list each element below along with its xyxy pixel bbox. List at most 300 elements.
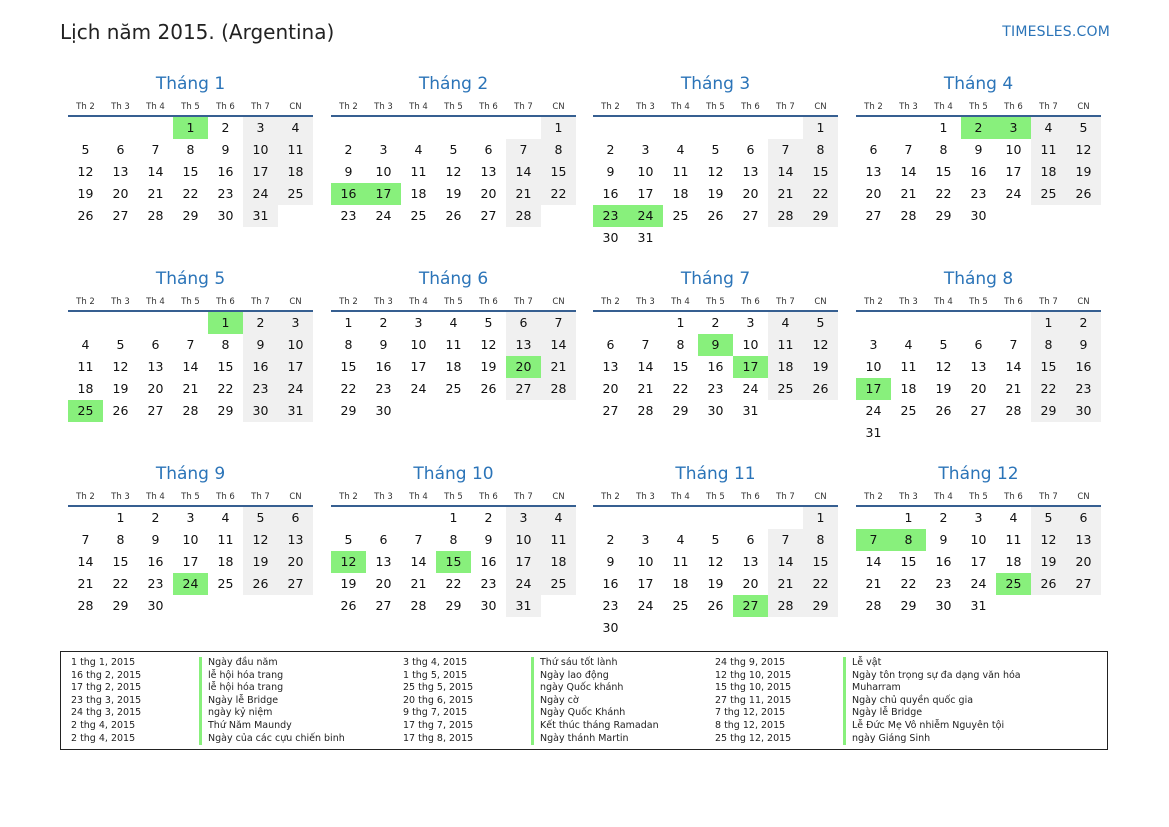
holiday-name: Ngày tôn trọng sự đa dạng văn hóa	[843, 670, 1021, 683]
holiday-day-cell: 16	[331, 183, 366, 205]
month-calendar	[856, 268, 1101, 444]
day-cell: 16	[147, 554, 164, 569]
day-cell: 24	[865, 403, 882, 418]
day-cell: 23	[707, 381, 724, 396]
day-grid	[68, 312, 313, 422]
weekday-label: Th 5	[444, 297, 463, 307]
day-cell: 14	[1005, 359, 1022, 374]
month-calendar	[856, 463, 1101, 617]
empty-cell	[891, 312, 926, 334]
weekday-label: Th 4	[934, 297, 953, 307]
weekend-day-cell: 6	[1066, 507, 1101, 529]
empty-cell	[926, 312, 961, 334]
day-cell: 25	[672, 208, 689, 223]
weekday-label: Th 5	[706, 102, 725, 112]
month-calendar	[68, 463, 313, 617]
day-cell: 7	[81, 532, 90, 547]
weekend-day-cell: 31	[506, 595, 541, 617]
holiday-day-cell: 24	[628, 205, 663, 227]
day-cell: 24	[970, 576, 987, 591]
weekend-day-cell: 29	[1031, 400, 1066, 422]
day-cell: 2	[606, 142, 615, 157]
day-grid	[856, 507, 1101, 617]
weekday-label: Th 6	[479, 297, 498, 307]
weekend-day-cell: 12	[803, 334, 838, 356]
day-cell: 30	[970, 208, 987, 223]
day-cell: 29	[445, 598, 462, 613]
legend-row	[715, 670, 1021, 683]
empty-cell	[103, 312, 138, 334]
day-cell: 23	[147, 576, 164, 591]
weekend-day-cell: 21	[768, 183, 803, 205]
weekday-label: Th 4	[146, 492, 165, 502]
day-cell: 12	[112, 359, 129, 374]
day-cell: 18	[672, 186, 689, 201]
day-cell: 18	[1005, 554, 1022, 569]
day-cell: 29	[182, 208, 199, 223]
weekday-label: Th 3	[899, 102, 918, 112]
day-cell: 7	[414, 532, 423, 547]
day-grid	[856, 312, 1101, 444]
weekday-label: Th 5	[706, 492, 725, 502]
weekday-label: CN	[1077, 492, 1090, 502]
day-cell: 22	[217, 381, 234, 396]
holiday-day-cell: 17	[856, 378, 891, 400]
day-cell: 11	[217, 532, 234, 547]
weekend-day-cell: 22	[1031, 378, 1066, 400]
day-cell: 8	[221, 337, 230, 352]
day-cell: 16	[935, 554, 952, 569]
holiday-date: 1 thg 5, 2015	[403, 669, 468, 681]
weekend-day-cell: 18	[541, 551, 576, 573]
day-grid	[331, 117, 576, 227]
day-cell: 7	[641, 337, 650, 352]
day-cell: 15	[112, 554, 129, 569]
day-cell: 27	[112, 208, 129, 223]
weekend-day-cell: 21	[768, 573, 803, 595]
weekend-day-cell: 4	[1031, 117, 1066, 139]
day-cell: 22	[935, 186, 952, 201]
weekend-day-cell: 25	[1031, 183, 1066, 205]
day-cell: 22	[900, 576, 917, 591]
day-cell: 9	[484, 532, 493, 547]
empty-cell	[401, 117, 436, 139]
weekend-day-cell: 14	[768, 161, 803, 183]
day-cell: 8	[186, 142, 195, 157]
empty-cell	[663, 507, 698, 529]
day-grid	[68, 117, 313, 227]
holiday-date: 12 thg 10, 2015	[715, 669, 792, 681]
weekday-label: Th 2	[864, 492, 883, 502]
empty-cell	[996, 312, 1031, 334]
legend-row	[71, 733, 345, 746]
day-cell: 30	[935, 598, 952, 613]
day-cell: 29	[217, 403, 234, 418]
day-cell: 11	[900, 359, 917, 374]
day-cell: 20	[375, 576, 392, 591]
holiday-date: 8 thg 12, 2015	[715, 719, 786, 731]
day-cell: 21	[900, 186, 917, 201]
weekend-day-cell: 24	[243, 183, 278, 205]
legend-row	[403, 670, 659, 683]
page-title: Lịch năm 2015. (Argentina)	[60, 20, 335, 44]
month-name: Tháng 5	[155, 269, 226, 289]
day-cell: 16	[602, 186, 619, 201]
weekday-label: Th 3	[899, 492, 918, 502]
weekday-label: Th 6	[216, 492, 235, 502]
weekend-day-cell: 30	[1066, 400, 1101, 422]
day-cell: 13	[147, 359, 164, 374]
weekday-label: Th 2	[76, 492, 95, 502]
day-cell: 28	[900, 208, 917, 223]
weekend-day-cell: 7	[768, 139, 803, 161]
empty-cell	[628, 117, 663, 139]
empty-cell	[663, 117, 698, 139]
month-name: Tháng 4	[943, 74, 1014, 94]
weekend-day-cell: 26	[1031, 573, 1066, 595]
weekend-day-cell: 28	[768, 595, 803, 617]
weekday-label: Th 4	[409, 492, 428, 502]
day-cell: 17	[410, 359, 427, 374]
day-cell: 14	[637, 359, 654, 374]
weekend-day-cell: 12	[243, 529, 278, 551]
empty-cell	[331, 507, 366, 529]
day-cell: 27	[602, 403, 619, 418]
legend-column	[715, 657, 1021, 745]
day-cell: 13	[970, 359, 987, 374]
weekday-label: Th 4	[146, 297, 165, 307]
weekday-label: Th 5	[706, 297, 725, 307]
day-cell: 11	[445, 337, 462, 352]
day-cell: 22	[340, 381, 357, 396]
holiday-date: 7 thg 12, 2015	[715, 707, 786, 719]
day-cell: 10	[637, 164, 654, 179]
holiday-name: lễ hội hóa trang	[199, 670, 283, 683]
weekend-day-cell: 21	[506, 183, 541, 205]
holiday-name: Ngày Quốc Khánh	[531, 707, 625, 720]
day-cell: 30	[217, 208, 234, 223]
weekend-day-cell: 23	[243, 378, 278, 400]
day-cell: 8	[676, 337, 685, 352]
day-cell: 12	[707, 164, 724, 179]
weekend-day-cell: 19	[243, 551, 278, 573]
day-cell: 20	[602, 381, 619, 396]
day-cell: 17	[970, 554, 987, 569]
month-name: Tháng 10	[413, 464, 494, 484]
weekend-day-cell: 31	[243, 205, 278, 227]
day-cell: 23	[935, 576, 952, 591]
day-cell: 23	[480, 576, 497, 591]
holiday-date: 17 thg 8, 2015	[403, 732, 474, 744]
day-cell: 31	[637, 230, 654, 245]
weekday-label: Th 3	[111, 492, 130, 502]
weekday-label: CN	[552, 492, 565, 502]
weekday-label: Th 6	[479, 102, 498, 112]
empty-cell	[768, 507, 803, 529]
day-cell: 19	[480, 359, 497, 374]
day-cell: 4	[221, 510, 230, 525]
weekend-day-cell: 14	[506, 161, 541, 183]
day-cell: 23	[970, 186, 987, 201]
weekend-day-cell: 13	[506, 334, 541, 356]
empty-cell	[856, 507, 891, 529]
holiday-day-cell: 20	[506, 356, 541, 378]
weekend-day-cell: 22	[803, 573, 838, 595]
weekend-day-cell: 9	[243, 334, 278, 356]
weekend-day-cell: 10	[243, 139, 278, 161]
weekend-day-cell: 8	[541, 139, 576, 161]
weekend-day-cell: 8	[1031, 334, 1066, 356]
empty-cell	[173, 312, 208, 334]
day-cell: 30	[375, 403, 392, 418]
weekend-day-cell: 29	[803, 595, 838, 617]
day-cell: 27	[375, 598, 392, 613]
day-cell: 3	[414, 315, 423, 330]
weekday-label: CN	[289, 102, 302, 112]
weekday-label: Th 3	[636, 102, 655, 112]
weekend-day-cell: 26	[1066, 183, 1101, 205]
empty-cell	[768, 117, 803, 139]
empty-cell	[698, 507, 733, 529]
day-cell: 20	[147, 381, 164, 396]
empty-cell	[961, 312, 996, 334]
holiday-date: 24 thg 9, 2015	[715, 657, 786, 668]
holiday-name: Thứ sáu tốt lành	[531, 657, 617, 670]
day-cell: 17	[637, 576, 654, 591]
day-cell: 26	[707, 208, 724, 223]
empty-cell	[698, 117, 733, 139]
empty-cell	[891, 117, 926, 139]
day-cell: 5	[711, 142, 720, 157]
holiday-name: Ngày lao động	[531, 670, 609, 683]
weekday-header	[856, 99, 1101, 117]
weekday-label: Th 2	[76, 297, 95, 307]
day-cell: 6	[151, 337, 160, 352]
holiday-date: 20 thg 6, 2015	[403, 694, 474, 706]
day-cell: 26	[112, 403, 129, 418]
weekday-label: Th 4	[671, 492, 690, 502]
day-cell: 28	[410, 598, 427, 613]
day-cell: 20	[742, 576, 759, 591]
weekday-header	[68, 294, 313, 312]
weekday-header	[593, 294, 838, 312]
day-cell: 27	[147, 403, 164, 418]
weekday-label: Th 6	[741, 297, 760, 307]
weekday-label: Th 5	[181, 297, 200, 307]
holiday-date: 2 thg 4, 2015	[71, 719, 136, 731]
legend-row	[403, 720, 659, 733]
day-cell: 22	[672, 381, 689, 396]
holiday-date: 24 thg 3, 2015	[71, 707, 142, 719]
day-cell: 16	[217, 164, 234, 179]
day-cell: 10	[637, 554, 654, 569]
day-cell: 23	[217, 186, 234, 201]
day-cell: 5	[939, 337, 948, 352]
weekday-label: Th 6	[479, 492, 498, 502]
empty-cell	[331, 117, 366, 139]
day-cell: 22	[445, 576, 462, 591]
day-cell: 22	[182, 186, 199, 201]
legend-column	[403, 657, 659, 745]
holiday-date: 3 thg 4, 2015	[403, 657, 468, 668]
weekday-label: CN	[814, 492, 827, 502]
legend-column	[71, 657, 345, 745]
empty-cell	[401, 507, 436, 529]
legend-row	[71, 707, 345, 720]
day-cell: 31	[865, 425, 882, 440]
weekday-label: CN	[289, 492, 302, 502]
weekday-label: Th 2	[339, 297, 358, 307]
weekend-day-cell: 23	[1066, 378, 1101, 400]
weekend-day-cell: 10	[506, 529, 541, 551]
day-cell: 18	[672, 576, 689, 591]
holiday-day-cell: 1	[208, 312, 243, 334]
day-cell: 23	[602, 598, 619, 613]
day-grid	[331, 507, 576, 617]
day-cell: 19	[707, 186, 724, 201]
weekend-day-cell: 1	[541, 117, 576, 139]
day-cell: 16	[375, 359, 392, 374]
weekend-day-cell: 30	[243, 400, 278, 422]
holiday-date: 25 thg 12, 2015	[715, 732, 792, 744]
weekend-day-cell: 17	[278, 356, 313, 378]
weekday-label: CN	[814, 297, 827, 307]
day-cell: 7	[151, 142, 160, 157]
day-cell: 3	[746, 315, 755, 330]
holiday-date: 17 thg 2, 2015	[71, 682, 142, 694]
weekday-header	[593, 99, 838, 117]
day-grid	[593, 507, 838, 639]
day-cell: 30	[602, 230, 619, 245]
weekday-label: CN	[289, 297, 302, 307]
day-cell: 19	[112, 381, 129, 396]
day-cell: 31	[970, 598, 987, 613]
day-cell: 21	[147, 186, 164, 201]
day-cell: 20	[480, 186, 497, 201]
day-cell: 11	[672, 164, 689, 179]
month-calendar	[593, 268, 838, 422]
day-cell: 21	[1005, 381, 1022, 396]
weekend-day-cell: 15	[803, 161, 838, 183]
day-cell: 25	[410, 208, 427, 223]
weekend-day-cell: 28	[541, 378, 576, 400]
weekend-day-cell: 26	[803, 378, 838, 400]
day-cell: 2	[151, 510, 160, 525]
day-cell: 13	[480, 164, 497, 179]
day-cell: 10	[375, 164, 392, 179]
day-cell: 7	[1009, 337, 1018, 352]
day-cell: 6	[869, 142, 878, 157]
holiday-name: ngày Giáng Sinh	[843, 733, 930, 746]
day-cell: 1	[449, 510, 458, 525]
month-calendar	[856, 73, 1101, 227]
weekend-day-cell: 15	[541, 161, 576, 183]
day-cell: 6	[116, 142, 125, 157]
day-cell: 16	[602, 576, 619, 591]
weekend-day-cell: 4	[278, 117, 313, 139]
day-cell: 28	[865, 598, 882, 613]
day-cell: 1	[939, 120, 948, 135]
legend-row	[71, 657, 345, 670]
day-cell: 8	[939, 142, 948, 157]
weekday-label: Th 2	[601, 102, 620, 112]
day-cell: 1	[676, 315, 685, 330]
legend-row	[715, 682, 1021, 695]
weekday-header	[856, 294, 1101, 312]
weekday-header	[68, 99, 313, 117]
day-cell: 27	[742, 208, 759, 223]
weekday-header	[331, 489, 576, 507]
weekday-label: Th 4	[409, 297, 428, 307]
weekday-label: CN	[814, 102, 827, 112]
holiday-name: Ngày chủ quyền quốc gia	[843, 695, 973, 708]
day-cell: 15	[182, 164, 199, 179]
weekend-day-cell: 24	[278, 378, 313, 400]
day-cell: 28	[77, 598, 94, 613]
weekend-day-cell: 17	[506, 551, 541, 573]
month-name: Tháng 7	[680, 269, 751, 289]
weekend-day-cell: 19	[803, 356, 838, 378]
day-cell: 5	[449, 142, 458, 157]
empty-cell	[68, 117, 103, 139]
day-cell: 9	[344, 164, 353, 179]
empty-cell	[68, 312, 103, 334]
day-cell: 9	[939, 532, 948, 547]
holiday-date: 1 thg 1, 2015	[71, 657, 136, 668]
holiday-date: 9 thg 7, 2015	[403, 707, 468, 719]
legend-row	[71, 682, 345, 695]
day-cell: 3	[974, 510, 983, 525]
holiday-date: 15 thg 10, 2015	[715, 682, 792, 694]
weekend-day-cell: 5	[243, 507, 278, 529]
day-cell: 5	[484, 315, 493, 330]
weekday-label: Th 7	[251, 297, 270, 307]
day-cell: 18	[77, 381, 94, 396]
day-cell: 9	[151, 532, 160, 547]
holiday-name: Ngày cờ	[531, 695, 579, 708]
weekday-label: Th 5	[969, 102, 988, 112]
holiday-name: Ngày đầu năm	[199, 657, 278, 670]
weekend-day-cell: 18	[768, 356, 803, 378]
weekday-label: Th 3	[899, 297, 918, 307]
day-cell: 13	[865, 164, 882, 179]
site-link[interactable]: TIMESLES.COM	[1002, 24, 1110, 40]
day-cell: 21	[637, 381, 654, 396]
empty-cell	[138, 117, 173, 139]
weekday-label: Th 6	[1004, 297, 1023, 307]
day-cell: 29	[935, 208, 952, 223]
month-calendar	[331, 73, 576, 227]
weekday-label: Th 7	[514, 297, 533, 307]
holiday-name: Ngày của các cựu chiến binh	[199, 733, 345, 746]
day-cell: 2	[606, 532, 615, 547]
holiday-day-cell: 8	[891, 529, 926, 551]
weekday-label: Th 4	[409, 102, 428, 112]
day-grid	[331, 312, 576, 422]
weekday-header	[331, 99, 576, 117]
empty-cell	[628, 312, 663, 334]
day-cell: 24	[637, 598, 654, 613]
weekend-day-cell: 15	[803, 551, 838, 573]
holiday-day-cell: 17	[733, 356, 768, 378]
weekday-label: Th 7	[776, 297, 795, 307]
day-cell: 14	[147, 164, 164, 179]
weekday-label: Th 2	[601, 492, 620, 502]
weekend-day-cell: 4	[541, 507, 576, 529]
holiday-date: 16 thg 2, 2015	[71, 669, 142, 681]
day-cell: 14	[410, 554, 427, 569]
day-cell: 8	[344, 337, 353, 352]
